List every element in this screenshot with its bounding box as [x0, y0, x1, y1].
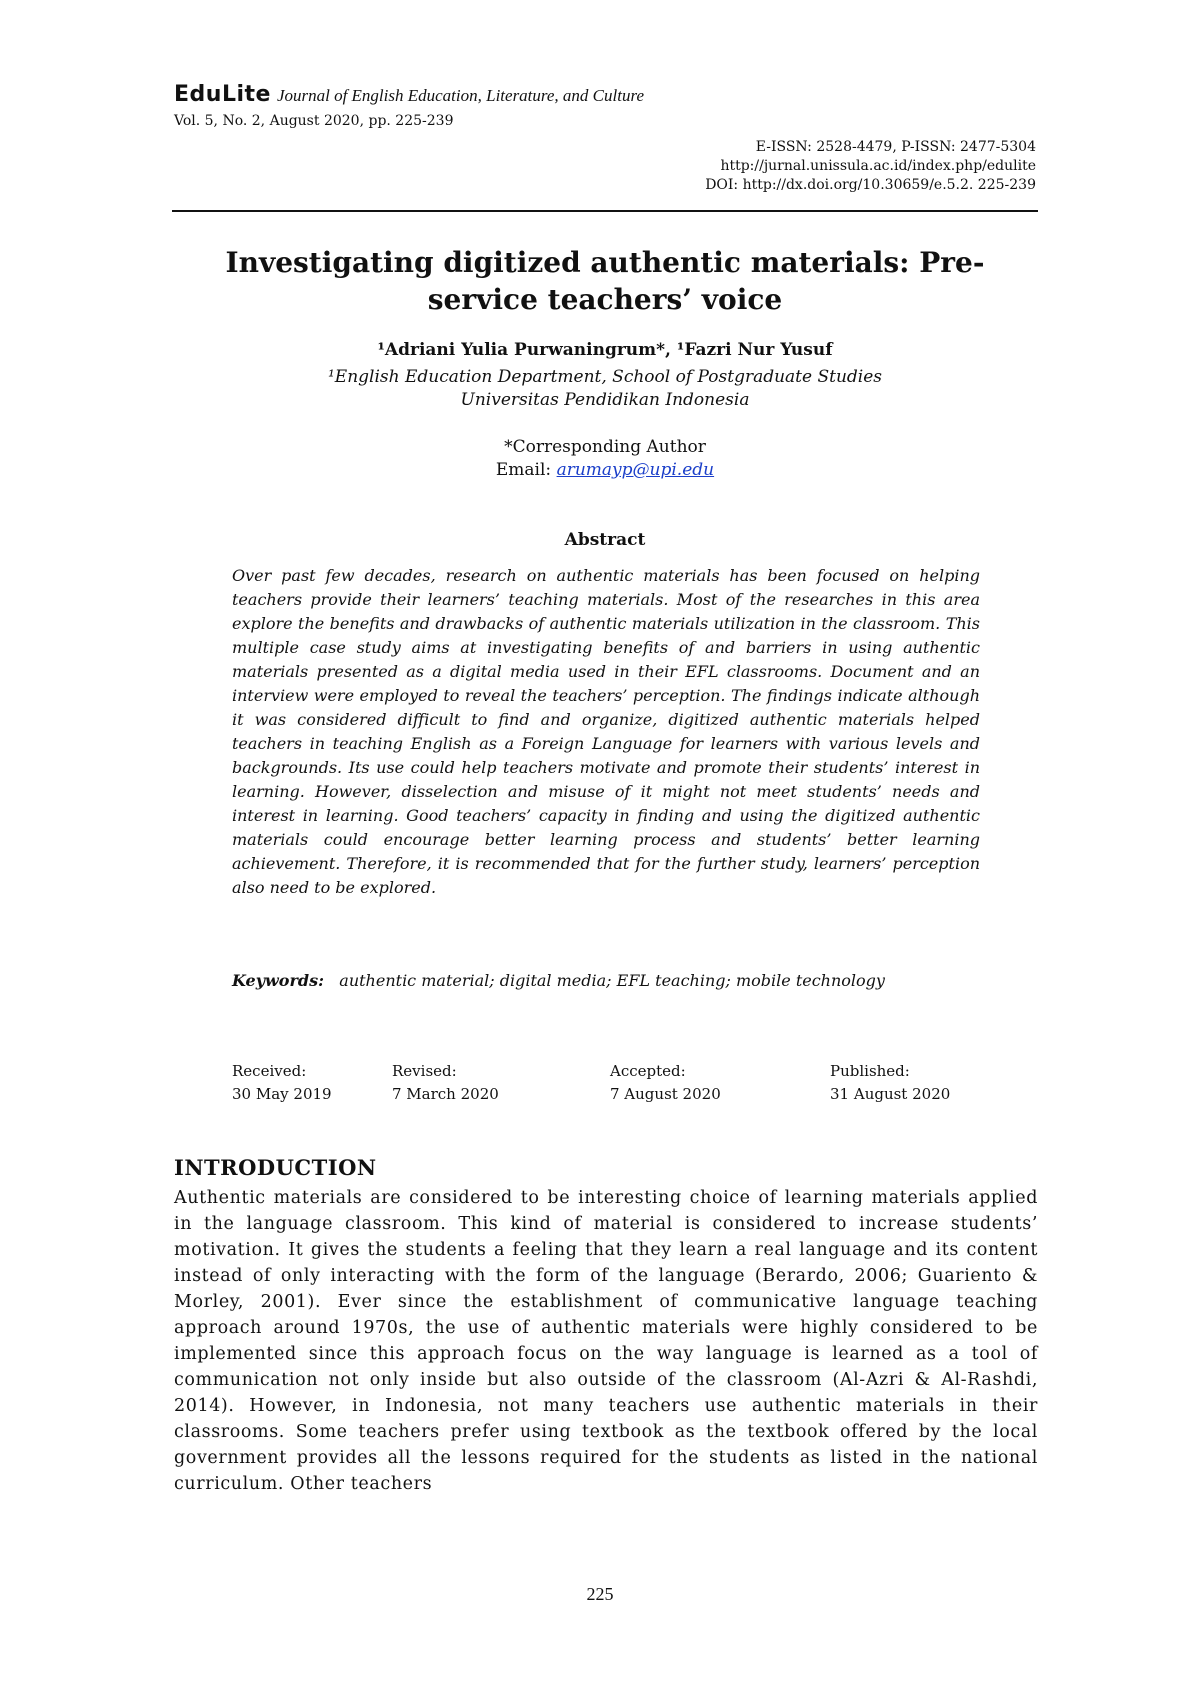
- date-received: [232, 1060, 332, 1106]
- abstract-text: Over past few decades, research on authentic materials has been focused on helping teachers provide their learners’ teaching materials. Most of the researches in this area explore the benefits and drawbacks of authentic materials utilization in the classroom. This multiple case study aims at investigating benefits of and barriers in using authentic materials presented as a digital media used in their EFL classrooms. Document and an interview were employed to reveal the teachers’ perception. The findings indicate although it was considered difficult to find and organize, digitized authentic materials helped teachers in teaching English as a Foreign Language for learners with various levels and backgrounds. Its use could help teachers motivate and promote their students’ interest in learning. However, disselection and misuse of it might not meet students’ needs and interest in learning. Good teachers’ capacity in finding and using the digitized authentic materials could encourage better learning process and students’ better learning achievement. Therefore, it is recommended that for the further study, learners’ perception also need to be explored.: [232, 566, 980, 897]
- email-link[interactable]: arumayp@upi.edu: [556, 460, 715, 480]
- issn-line: E-ISSN: 2528-4479, P-ISSN: 2477-5304: [755, 139, 1036, 155]
- date-accepted: [610, 1060, 721, 1106]
- keywords: [232, 969, 980, 993]
- date-value: 7 August 2020: [610, 1085, 721, 1103]
- date-value: 7 March 2020: [392, 1085, 499, 1103]
- journal-brand: [174, 82, 644, 107]
- article-title: Investigating digitized authentic materials: Pre-service teachers’ voice: [225, 246, 985, 316]
- journal-url[interactable]: http://jurnal.unissula.ac.id/index.php/edulite: [720, 158, 1036, 174]
- affiliation-department: ¹English Education Department, School of Postgraduate Studies: [327, 367, 883, 387]
- corresponding-author: [172, 436, 1038, 482]
- date-value: 30 May 2019: [232, 1085, 332, 1103]
- date-label: Received:: [232, 1062, 307, 1080]
- abstract-heading: Abstract: [564, 530, 646, 550]
- date-label: Published:: [830, 1062, 910, 1080]
- volume-line: Vol. 5, No. 2, August 2020, pp. 225-239: [174, 113, 454, 129]
- corresponding-label: *Corresponding Author: [504, 437, 706, 457]
- introduction-heading: INTRODUCTION: [174, 1155, 377, 1180]
- doi-line[interactable]: DOI: http://dx.doi.org/10.30659/e.5.2. 225-239: [705, 177, 1036, 193]
- date-revised: [392, 1060, 499, 1106]
- journal-identifiers: [705, 138, 1036, 195]
- keywords-label: Keywords:: [232, 971, 325, 990]
- keywords-list: authentic material; digital media; EFL teaching; mobile technology: [339, 971, 885, 990]
- date-value: 31 August 2020: [830, 1085, 951, 1103]
- date-label: Accepted:: [610, 1062, 686, 1080]
- affiliation-university: Universitas Pendidikan Indonesia: [460, 390, 750, 410]
- author-list: ¹Adriani Yulia Purwaningrum*, ¹Fazri Nur Yusuf: [377, 340, 833, 360]
- introduction-text: Authentic materials are considered to be interesting choice of learning materials applied in the language classroom. This kind of material is considered to increase students’ motivation. It gives the students a feeling that they learn a real language and its content instead of only interacting with the form of the language (Berardo, 2006; Guariento & Morley, 2001). Ever since the establishment of communicative language teaching approach around 1970s, the use of authentic materials were highly considered to be implemented since this approach focus on the way language is learned as a tool of communication not only inside but also outside of the classroom (Al-Azri & Al-Rashdi, 2014). However, in Indonesia, not many teachers use authentic materials in their classrooms. Some teachers prefer using textbook as the textbook offered by the local government provides all the lessons required for the students as listed in the national curriculum. Other teachers: [174, 1188, 1038, 1494]
- email-label: Email:: [495, 460, 552, 480]
- email-line: [172, 459, 1038, 482]
- header-divider: [172, 210, 1038, 212]
- journal-logo: EduLite: [174, 82, 271, 107]
- page-number: 225: [586, 1584, 614, 1604]
- date-label: Revised:: [392, 1062, 457, 1080]
- affiliation: [172, 366, 1038, 412]
- journal-name: Journal of English Education, Literature, and Culture: [276, 86, 644, 105]
- date-published: [830, 1060, 950, 1106]
